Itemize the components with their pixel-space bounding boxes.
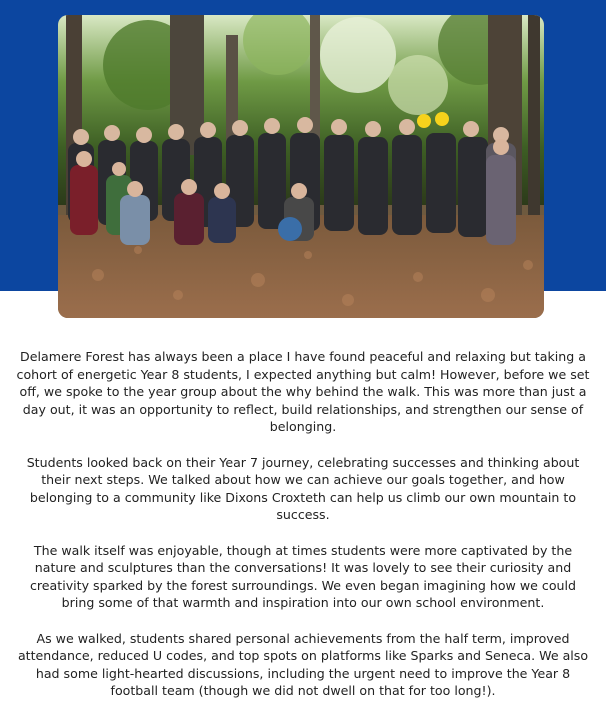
article-body — [14, 348, 592, 717]
article-paragraph: As we walked, students shared personal achievements from the half term, improved attendance, reduced U codes, and top spots on platforms like Sparks and Seneca. We also had some light-hearted discussions, including the urgent need to improve the Year 8 football team (though we did not dwell on that for too long!). — [17, 630, 589, 699]
group-photo — [58, 15, 544, 318]
article-paragraph: The walk itself was enjoyable, though at times students were more captivated by the nature and sculptures than the conversations! It was lovely to see their curiosity and creativity sparked by the forest surroundings. We even began imagining how we could bring some of that warmth and inspiration into our own school environment. — [29, 542, 577, 611]
smiley-face-icon — [417, 114, 431, 128]
smiley-face-icon — [435, 112, 449, 126]
article-paragraph: Delamere Forest has always been a place I have found peaceful and relaxing but taking a cohort of energetic Year 8 students, I expected anything but calm! However, before we set off, we spoke to the year group about the why behind the walk. This was more than just a day out, it was an opportunity to reflect, build relationships, and strengthen our sense of belonging. — [16, 349, 590, 435]
forest-group-illustration — [58, 15, 544, 318]
article-paragraph: Students looked back on their Year 7 journey, celebrating successes and thinking about their next steps. We talked about how we can achieve our goals together, and how belonging to a community like Dixons Croxteth can help us climb our own mountain to success. — [26, 454, 580, 523]
